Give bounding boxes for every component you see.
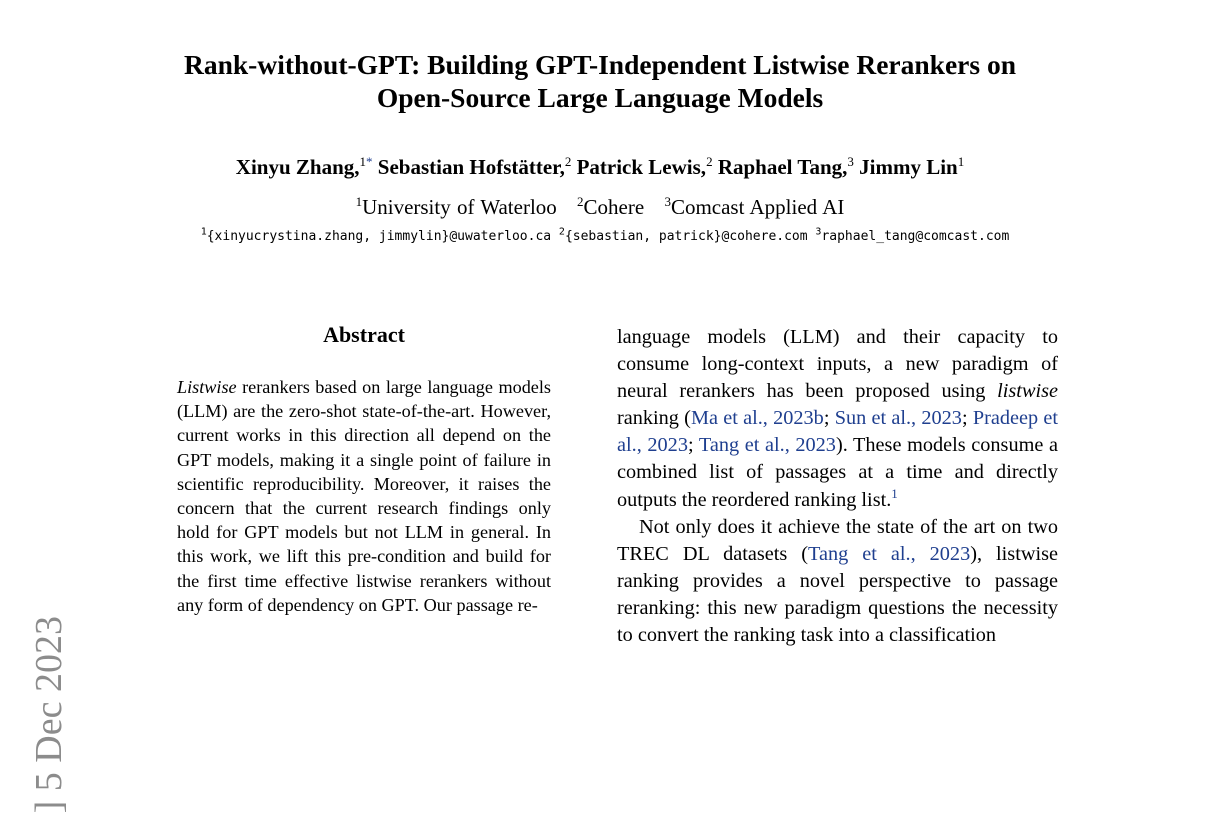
email-group: raphael_tang@comcast.com bbox=[821, 229, 1010, 244]
affil-mark: 2 bbox=[577, 194, 584, 209]
citation-link[interactable]: Tang et al., 2023 bbox=[698, 434, 836, 457]
abstract-body bbox=[177, 375, 551, 617]
paragraph-text: ranking ( bbox=[617, 407, 691, 430]
citation-link[interactable]: Sun et al., 2023 bbox=[834, 407, 962, 430]
citation-separator: ; bbox=[687, 434, 699, 457]
email-mark: 1 bbox=[200, 226, 207, 238]
author-affil-mark: 1 bbox=[359, 154, 367, 169]
corresponding-author-mark[interactable]: * bbox=[366, 154, 373, 169]
affil-mark: 1 bbox=[355, 194, 363, 209]
title-line-2: Open-Source Large Language Models bbox=[376, 82, 824, 113]
paragraph-text: Not only does it achieve the state of the art on two TREC DL datasets ( bbox=[617, 515, 1058, 565]
affiliation: Cohere bbox=[583, 195, 645, 219]
author-affil-mark: 2 bbox=[706, 154, 713, 169]
abstract-term: Listwise bbox=[177, 377, 237, 397]
paragraph bbox=[617, 514, 1058, 649]
citation-separator: ; bbox=[961, 407, 973, 430]
author-affil-mark: 2 bbox=[564, 154, 572, 169]
emphasis-term: listwise bbox=[997, 380, 1058, 403]
affiliation: Comcast Applied AI bbox=[670, 195, 845, 219]
affiliation: University of Waterloo bbox=[362, 195, 557, 219]
arxiv-stamp bbox=[19, 420, 83, 813]
email-mark: 3 bbox=[815, 226, 822, 238]
email-group: {xinyucrystina.zhang, jimmylin}@uwaterloo.ca bbox=[206, 229, 552, 244]
citation-link[interactable]: Ma et al., 2023b bbox=[690, 407, 824, 430]
citation-separator: ; bbox=[823, 407, 835, 430]
author-name: Sebastian Hofstätter, bbox=[377, 155, 565, 179]
email-list bbox=[0, 228, 1210, 246]
author-name: Jimmy Lin bbox=[859, 155, 958, 179]
title-line-1: Rank-without-GPT: Building GPT-Independent Listwise Rerankers on bbox=[183, 49, 1016, 80]
author-list bbox=[0, 153, 1200, 181]
affiliation-list bbox=[0, 193, 1200, 221]
arxiv-stamp-text: ] 5 Dec 2023 bbox=[28, 616, 70, 813]
affil-mark: 3 bbox=[664, 194, 671, 209]
author-name: Raphael Tang, bbox=[717, 155, 848, 179]
author-affil-mark: 1 bbox=[957, 154, 965, 169]
paragraph-text: language models (LLM) and their capacity to consume long-context inputs, a new paradigm of neural rerankers has been proposed using bbox=[617, 326, 1058, 403]
email-group: {sebastian, patrick}@cohere.com bbox=[564, 229, 808, 244]
citation-link[interactable]: Pradeep et al., 2023 bbox=[617, 407, 1059, 457]
right-column bbox=[617, 324, 1058, 649]
abstract-text: rerankers based on large language models (LLM) are the zero-shot state-of-the-art. However, current works in this direction all depend on the GPT models, making it a single point of failure in scientific reproducibility. Moreover, it raises the concern that the current research findings only hold for GPT models but not LLM in general. In this work, we lift this pre-condition and build for the first time effective listwise rerankers without any form of dependency on GPT. Our passage re- bbox=[177, 377, 551, 615]
paragraph-text: ), listwise ranking provides a novel perspective to passage reranking: this new paradigm questions the necessity to convert the ranking task into a classification bbox=[617, 542, 1058, 647]
footnote-link[interactable]: 1 bbox=[891, 485, 898, 501]
citation-link[interactable]: Tang et al., 2023 bbox=[808, 542, 971, 565]
author-name: Patrick Lewis, bbox=[576, 155, 707, 179]
email-mark: 2 bbox=[558, 226, 565, 238]
paragraph-text: ). These models consume a combined list of passages at a time and directly outputs the reordered ranking list. bbox=[617, 434, 1058, 511]
paragraph bbox=[617, 324, 1058, 514]
paper-title bbox=[0, 48, 1200, 114]
author-affil-mark: 3 bbox=[847, 154, 854, 169]
abstract-heading: Abstract bbox=[323, 322, 405, 347]
author-name: Xinyu Zhang, bbox=[235, 155, 360, 179]
